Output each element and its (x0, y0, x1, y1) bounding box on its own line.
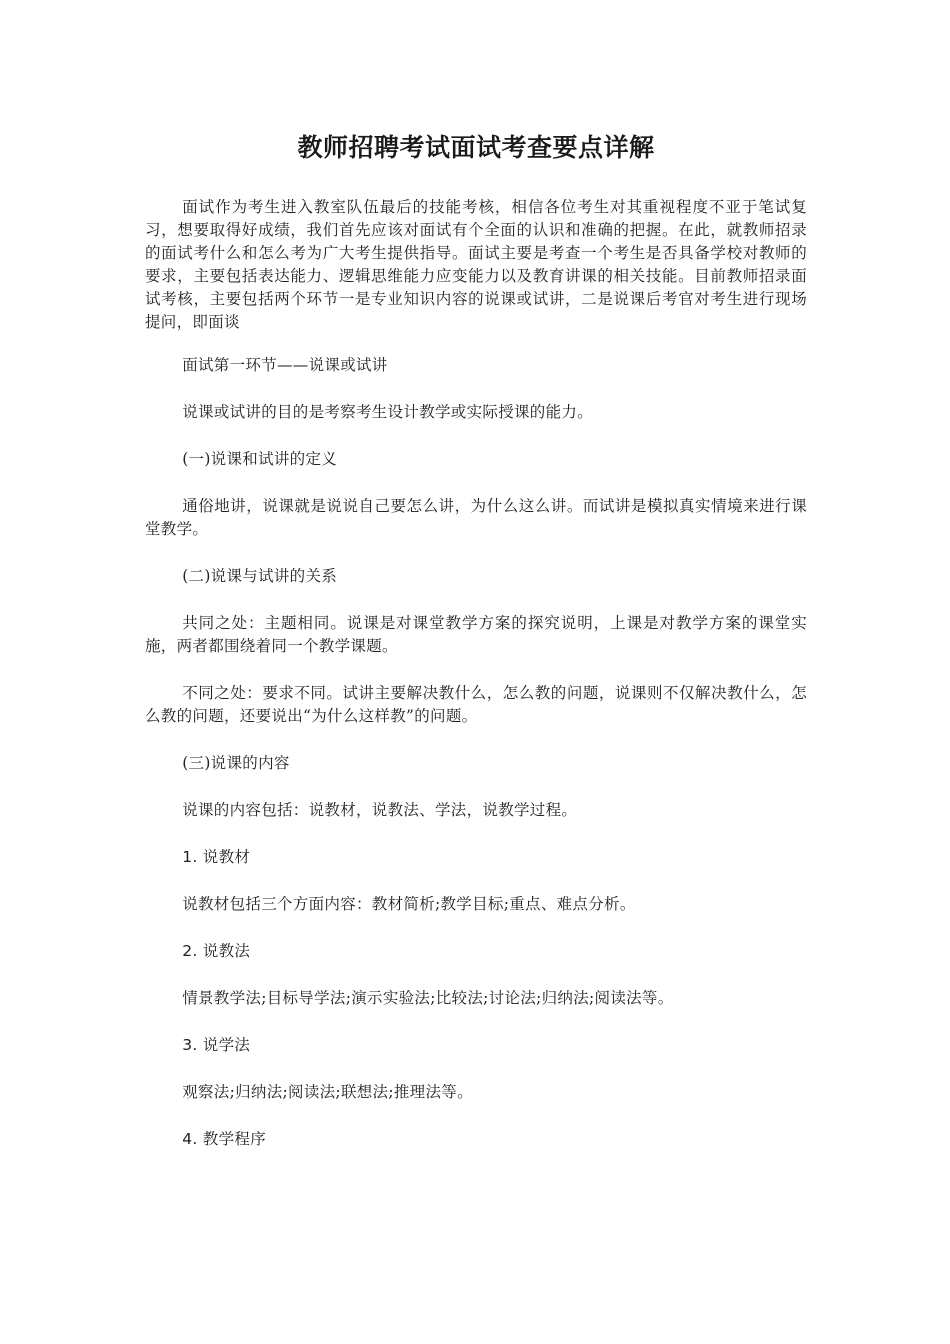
intro-paragraph: 面试作为考生进入教室队伍最后的技能考核，相信各位考生对其重视程度不亚于笔试复习，想要取得好成绩，我们首先应该对面试有个全面的认识和准确的把握。在此，就教师招录的面试考什么和怎么考为广大考生提供指导。面试主要是考查一个考生是否具备学校对教师的要求，主要包括表达能力、逻辑思维能力应变能力以及教育讲课的相关技能。目前教师招录面试考核，主要包括两个环节一是专业知识内容的说课或试讲，二是说课后考官对考生进行现场提问，即面谈 (145, 198, 807, 331)
paragraph-textbook: 说教材包括三个方面内容：教材简析;教学目标;重点、难点分析。 (182, 895, 636, 913)
paragraph-common: 共同之处：主题相同。说课是对课堂教学方案的探究说明，上课是对教学方案的课堂实施，两者都围绕着同一个教学课题。 (145, 614, 807, 655)
document-title: 教师招聘考试面试考查要点详解 (297, 133, 655, 162)
item-heading-teaching-method: 2. 说教法 (182, 942, 251, 960)
document-page (145, 128, 807, 1175)
paragraph-learning-method: 观察法;归纳法;阅读法;联想法;推理法等。 (182, 1083, 473, 1101)
paragraph-difference: 不同之处：要求不同。试讲主要解决教什么，怎么教的问题，说课则不仅解决教什么，怎么教的问题，还要说出“为什么这样教”的问题。 (145, 684, 807, 725)
paragraph-teaching-method: 情景教学法;目标导学法;演示实验法;比较法;讨论法;归纳法;阅读法等。 (182, 989, 674, 1007)
paragraph-purpose: 说课或试讲的目的是考察考生设计教学或实际授课的能力。 (182, 403, 593, 421)
paragraph-definition: 通俗地讲，说课就是说说自己要怎么讲，为什么这么讲。而试讲是模拟真实情境来进行课堂教学。 (145, 497, 807, 538)
subheading-relation: (二)说课与试讲的关系 (182, 567, 338, 585)
item-heading-procedure: 4. 教学程序 (182, 1130, 267, 1148)
item-heading-learning-method: 3. 说学法 (182, 1036, 251, 1054)
item-heading-textbook: 1. 说教材 (182, 848, 251, 866)
section-heading-first-stage: 面试第一环节——说课或试讲 (182, 356, 388, 374)
subheading-definition: (一)说课和试讲的定义 (182, 450, 338, 468)
subheading-content: (三)说课的内容 (182, 754, 290, 772)
paragraph-content: 说课的内容包括：说教材，说教法、学法，说教学过程。 (182, 801, 578, 819)
